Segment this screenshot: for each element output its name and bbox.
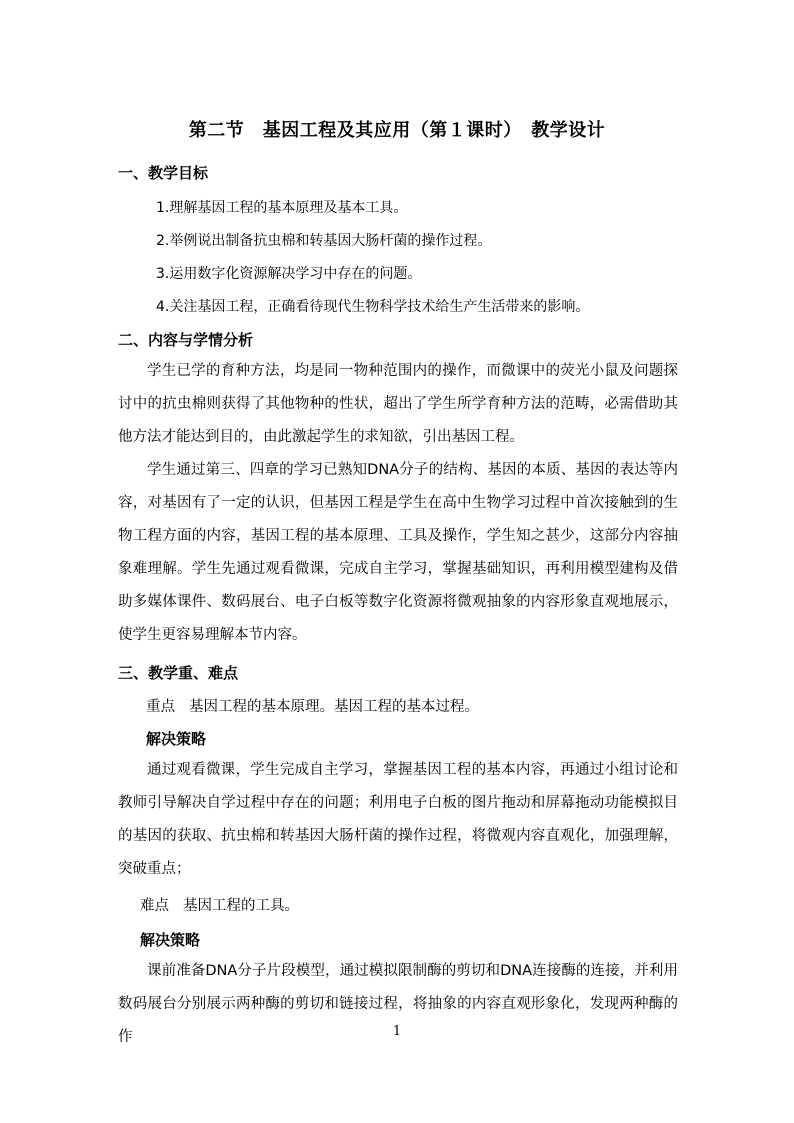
analysis-paragraph-2: 学生通过第三、四章的学习已熟知DNA分子的结构、基因的本质、基因的表达等内容，对基因有了一定的认识，但基因工程是学生在高中生物学习过程中首次接触到的生物工程方面的内容，基因工程的基本原理、工具及操作，学生知之甚少，这部分内容抽象难理解。学生先通过观看微课，完成自主学习，掌握基础知识，再利用模型建构及借助多媒体课件、数码展台、电子白板等数字化资源将微观抽象的内容形象直观地展示，使学生更容易理解本节内容。 xyxy=(118,462,678,643)
objective-item-2: 2.举例说出制备抗虫棉和转基因大肠杆菌的操作过程。 xyxy=(156,233,492,249)
strategy-paragraph-2: 课前准备DNA分子片段模型，通过模拟限制酶的剪切和DNA连接酶的连接，并利用数码展台分别展示两种酶的剪切和链接过程，将抽象的内容直观形象化，发现两种酶的作 xyxy=(118,963,678,1045)
strategy-heading-1: 解决策略 xyxy=(146,730,207,748)
objective-item-4: 4.关注基因工程，正确看待现代生物科学技术给生产生活带来的影响。 xyxy=(156,299,590,315)
key-point-label: 重点 xyxy=(146,699,175,715)
strategy-heading-2: 解决策略 xyxy=(140,931,201,949)
objective-item-3: 3.运用数字化资源解决学习中存在的问题。 xyxy=(156,266,422,282)
key-point-line xyxy=(146,695,479,716)
document-title: 第二节 基因工程及其应用（第１课时） 教学设计 xyxy=(188,120,606,141)
difficulty-line xyxy=(140,894,299,915)
key-point-text: 基因工程的基本原理。基因工程的基本过程。 xyxy=(189,699,479,715)
section-heading-objectives: 一、教学目标 xyxy=(118,164,209,182)
section-heading-analysis: 二、内容与学情分析 xyxy=(118,331,254,349)
objective-item-1: 1.理解基因工程的基本原理及基本工具。 xyxy=(156,200,408,216)
page-number: 1 xyxy=(392,1024,402,1039)
difficulty-text: 基因工程的工具。 xyxy=(183,898,299,914)
strategy-paragraph-1: 通过观看微课，学生完成自主学习，掌握基因工程的基本内容，再通过小组讨论和教师引导解决自学过程中存在的问题；利用电子白板的图片拖动和屏幕拖动功能模拟目的基因的获取、抗虫棉和转基因大肠杆菌的操作过程，将微观内容直观化，加强理解，突破重点； xyxy=(118,762,678,877)
analysis-paragraph-1: 学生已学的育种方法，均是同一物种范围内的操作，而微课中的荧光小鼠及问题探讨中的抗虫棉则获得了其他物种的性状，超出了学生所学育种方法的范畴，必需借助其他方法才能达到目的，由此激起学生的求知欲，引出基因工程。 xyxy=(118,363,678,445)
difficulty-label: 难点 xyxy=(140,898,169,914)
section-heading-key-points: 三、教学重、难点 xyxy=(118,664,239,682)
